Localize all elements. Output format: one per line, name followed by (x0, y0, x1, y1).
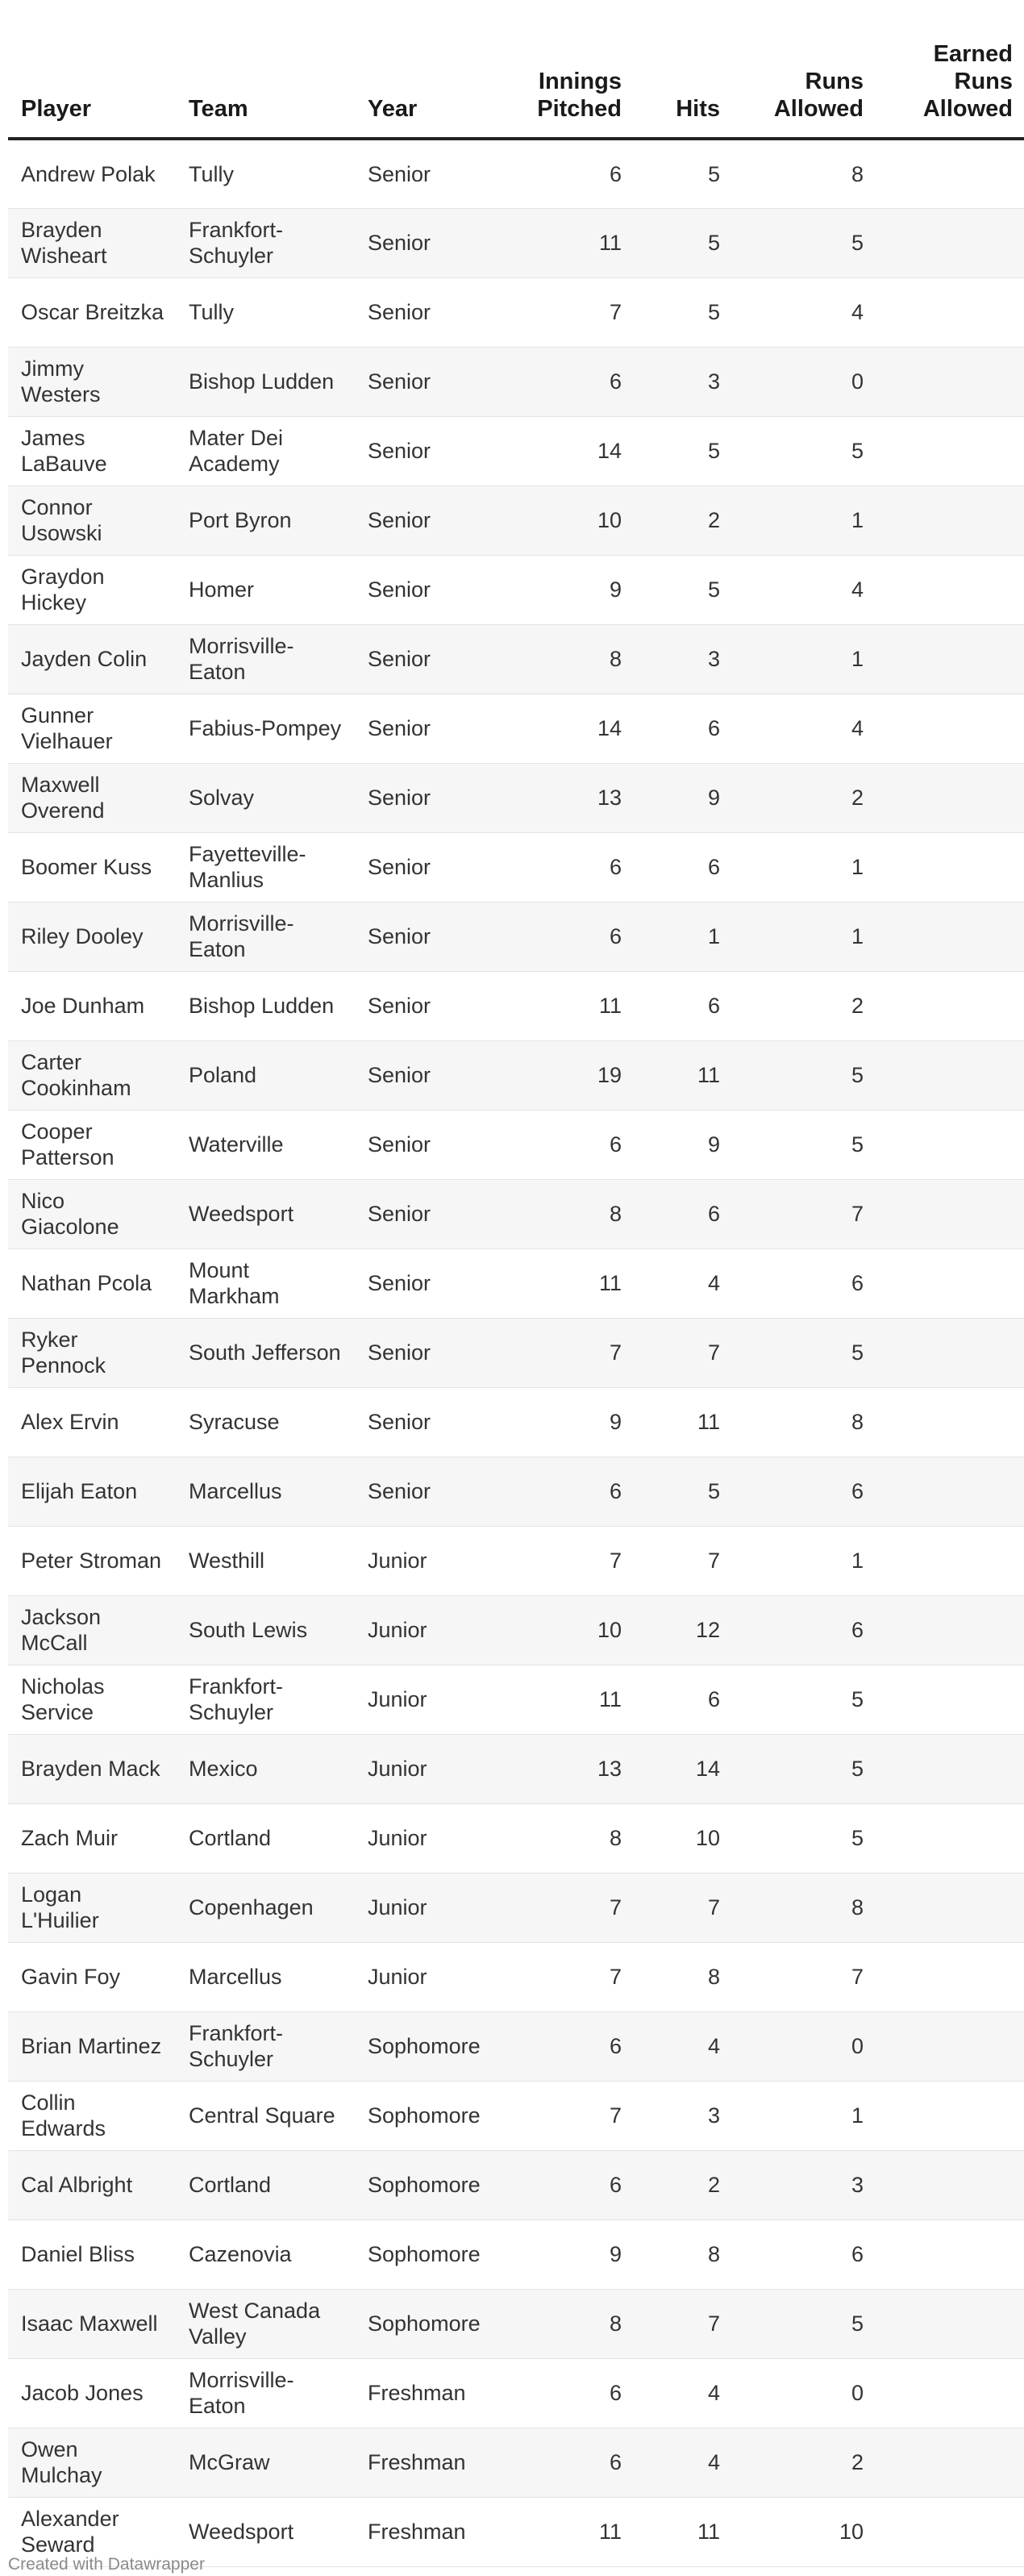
innings-pitched-cell: 13 (484, 1734, 633, 1803)
player-cell: Cooper Patterson (8, 1110, 176, 1179)
hits-cell: 7 (633, 1873, 731, 1942)
hits-cell: 9 (633, 1110, 731, 1179)
table-row (8, 555, 1024, 624)
hits-cell: 1 (633, 902, 731, 971)
hits-cell: 3 (633, 347, 731, 416)
runs-allowed-cell: 2 (731, 763, 875, 832)
hits-cell: 6 (633, 1179, 731, 1248)
table-row (8, 2428, 1024, 2497)
player-cell: Graydon Hickey (8, 555, 176, 624)
table-row (8, 1110, 1024, 1179)
team-cell: Tully (176, 277, 355, 347)
runs-allowed-cell: 5 (731, 208, 875, 277)
innings-pitched-cell: 6 (484, 2150, 633, 2220)
table-row (8, 139, 1024, 208)
player-cell: Nicholas Service (8, 1665, 176, 1734)
earned-runs-allowed-cell (875, 277, 1024, 347)
innings-pitched-cell: 7 (484, 2081, 633, 2150)
player-cell: Riley Dooley (8, 902, 176, 971)
team-cell: Morrisville-Eaton (176, 2358, 355, 2428)
earned-runs-allowed-cell (875, 555, 1024, 624)
runs-allowed-cell: 4 (731, 555, 875, 624)
hits-cell: 11 (633, 1040, 731, 1110)
team-cell: Port Byron (176, 486, 355, 555)
team-cell: Fayetteville-Manlius (176, 832, 355, 902)
runs-allowed-cell: 5 (731, 1040, 875, 1110)
year-cell: Junior (355, 1803, 484, 1873)
table-row (8, 1665, 1024, 1734)
earned-runs-allowed-cell (875, 832, 1024, 902)
innings-pitched-cell: 6 (484, 2011, 633, 2081)
hits-cell: 8 (633, 2220, 731, 2289)
table-row (8, 2081, 1024, 2150)
innings-pitched-cell: 9 (484, 2220, 633, 2289)
table-row (8, 1734, 1024, 1803)
innings-pitched-cell: 11 (484, 2497, 633, 2566)
year-cell: Senior (355, 277, 484, 347)
team-cell: Poland (176, 1040, 355, 1110)
earned-runs-allowed-cell (875, 1248, 1024, 1318)
year-cell: Freshman (355, 2358, 484, 2428)
earned-runs-allowed-cell (875, 486, 1024, 555)
innings-pitched-cell: 7 (484, 1942, 633, 2011)
year-cell: Senior (355, 694, 484, 763)
earned-runs-allowed-cell (875, 971, 1024, 1040)
earned-runs-allowed-cell (875, 2220, 1024, 2289)
team-cell: South Lewis (176, 1595, 355, 1665)
team-cell: Waterville (176, 1110, 355, 1179)
innings-pitched-cell: 6 (484, 347, 633, 416)
year-cell: Senior (355, 1457, 484, 1526)
hits-cell: 5 (633, 1457, 731, 1526)
runs-allowed-cell: 6 (731, 2220, 875, 2289)
header-row (8, 0, 1024, 139)
player-cell: Connor Usowski (8, 486, 176, 555)
runs-allowed-cell: 5 (731, 1318, 875, 1387)
earned-runs-allowed-cell (875, 1040, 1024, 1110)
player-cell: Brian Martinez (8, 2011, 176, 2081)
runs-allowed-cell: 2 (731, 971, 875, 1040)
runs-allowed-cell: 7 (731, 1942, 875, 2011)
team-cell: Homer (176, 555, 355, 624)
table-row (8, 1318, 1024, 1387)
earned-runs-allowed-cell (875, 1665, 1024, 1734)
pitching-stats-table (8, 0, 1024, 2567)
runs-allowed-cell: 6 (731, 1248, 875, 1318)
earned-runs-allowed-cell (875, 208, 1024, 277)
year-cell: Junior (355, 1526, 484, 1595)
hits-cell: 14 (633, 1734, 731, 1803)
earned-runs-allowed-cell (875, 1110, 1024, 1179)
column-header-year[interactable]: Year (355, 0, 484, 139)
team-cell: South Jefferson (176, 1318, 355, 1387)
team-cell: Cazenovia (176, 2220, 355, 2289)
year-cell: Senior (355, 208, 484, 277)
earned-runs-allowed-cell (875, 624, 1024, 694)
year-cell: Senior (355, 555, 484, 624)
hits-cell: 4 (633, 2011, 731, 2081)
hits-cell: 6 (633, 971, 731, 1040)
team-cell: Solvay (176, 763, 355, 832)
player-cell: Boomer Kuss (8, 832, 176, 902)
team-cell: Cortland (176, 2150, 355, 2220)
runs-allowed-cell: 7 (731, 1179, 875, 1248)
team-cell: West Canada Valley (176, 2289, 355, 2358)
year-cell: Senior (355, 416, 484, 486)
player-cell: Peter Stroman (8, 1526, 176, 1595)
table-row (8, 2358, 1024, 2428)
innings-pitched-cell: 9 (484, 1387, 633, 1457)
table-row (8, 347, 1024, 416)
runs-allowed-cell: 4 (731, 694, 875, 763)
player-cell: Andrew Polak (8, 139, 176, 208)
runs-allowed-cell: 0 (731, 2011, 875, 2081)
column-header-team[interactable]: Team (176, 0, 355, 139)
player-cell: Jayden Colin (8, 624, 176, 694)
hits-cell: 2 (633, 486, 731, 555)
earned-runs-allowed-cell (875, 1803, 1024, 1873)
footer-credit: Created with Datawrapper (8, 2555, 205, 2574)
table-row (8, 832, 1024, 902)
table-row (8, 694, 1024, 763)
player-cell: Cal Albright (8, 2150, 176, 2220)
table-row (8, 1873, 1024, 1942)
table-row (8, 277, 1024, 347)
innings-pitched-cell: 13 (484, 763, 633, 832)
team-cell: Westhill (176, 1526, 355, 1595)
innings-pitched-cell: 14 (484, 416, 633, 486)
year-cell: Senior (355, 1387, 484, 1457)
innings-pitched-cell: 7 (484, 1318, 633, 1387)
player-cell: Gavin Foy (8, 1942, 176, 2011)
innings-pitched-cell: 6 (484, 902, 633, 971)
earned-runs-allowed-cell (875, 1179, 1024, 1248)
runs-allowed-cell: 5 (731, 416, 875, 486)
team-cell: McGraw (176, 2428, 355, 2497)
runs-allowed-cell: 3 (731, 2150, 875, 2220)
team-cell: Weedsport (176, 2497, 355, 2566)
table-row (8, 902, 1024, 971)
team-cell: Marcellus (176, 1942, 355, 2011)
runs-allowed-cell: 5 (731, 1734, 875, 1803)
runs-allowed-cell: 1 (731, 624, 875, 694)
team-cell: Marcellus (176, 1457, 355, 1526)
innings-pitched-cell: 8 (484, 1179, 633, 1248)
earned-runs-allowed-cell (875, 139, 1024, 208)
player-cell: Brayden Mack (8, 1734, 176, 1803)
innings-pitched-cell: 9 (484, 555, 633, 624)
runs-allowed-cell: 5 (731, 1110, 875, 1179)
team-cell: Fabius-Pompey (176, 694, 355, 763)
innings-pitched-cell: 7 (484, 1873, 633, 1942)
year-cell: Senior (355, 1179, 484, 1248)
hits-cell: 9 (633, 763, 731, 832)
player-cell: Zach Muir (8, 1803, 176, 1873)
table-row (8, 1526, 1024, 1595)
hits-cell: 2 (633, 2150, 731, 2220)
innings-pitched-cell: 19 (484, 1040, 633, 1110)
team-cell: Mount Markham (176, 1248, 355, 1318)
player-cell: Jacob Jones (8, 2358, 176, 2428)
player-cell: Ryker Pennock (8, 1318, 176, 1387)
runs-allowed-cell: 0 (731, 347, 875, 416)
runs-allowed-cell: 1 (731, 2081, 875, 2150)
innings-pitched-cell: 11 (484, 1665, 633, 1734)
year-cell: Junior (355, 1665, 484, 1734)
table-row (8, 1942, 1024, 2011)
hits-cell: 5 (633, 277, 731, 347)
player-cell: James LaBauve (8, 416, 176, 486)
hits-cell: 10 (633, 1803, 731, 1873)
team-cell: Tully (176, 139, 355, 208)
team-cell: Cortland (176, 1803, 355, 1873)
earned-runs-allowed-cell (875, 2428, 1024, 2497)
table-row (8, 763, 1024, 832)
player-cell: Alex Ervin (8, 1387, 176, 1457)
innings-pitched-cell: 10 (484, 486, 633, 555)
innings-pitched-cell: 11 (484, 1248, 633, 1318)
runs-allowed-cell: 5 (731, 1665, 875, 1734)
runs-allowed-cell: 1 (731, 1526, 875, 1595)
player-cell: Gunner Vielhauer (8, 694, 176, 763)
column-header-hits[interactable]: Hits (633, 0, 731, 139)
runs-allowed-cell: 10 (731, 2497, 875, 2566)
table-row (8, 1248, 1024, 1318)
innings-pitched-cell: 6 (484, 2358, 633, 2428)
earned-runs-allowed-cell (875, 1942, 1024, 2011)
year-cell: Senior (355, 1040, 484, 1110)
innings-pitched-cell: 6 (484, 2428, 633, 2497)
hits-cell: 3 (633, 2081, 731, 2150)
runs-allowed-cell: 4 (731, 277, 875, 347)
table-body (8, 139, 1024, 2566)
year-cell: Sophomore (355, 2220, 484, 2289)
column-header-earned-runs-allowed[interactable]: Earned Runs Allowed (875, 0, 1024, 139)
hits-cell: 4 (633, 2358, 731, 2428)
runs-allowed-cell: 8 (731, 1873, 875, 1942)
player-cell: Nico Giacolone (8, 1179, 176, 1248)
year-cell: Senior (355, 971, 484, 1040)
runs-allowed-cell: 6 (731, 1457, 875, 1526)
team-cell: Frankfort-Schuyler (176, 2011, 355, 2081)
earned-runs-allowed-cell (875, 1457, 1024, 1526)
runs-allowed-cell: 1 (731, 902, 875, 971)
year-cell: Senior (355, 486, 484, 555)
table-row (8, 1595, 1024, 1665)
year-cell: Senior (355, 139, 484, 208)
table-row (8, 1040, 1024, 1110)
hits-cell: 8 (633, 1942, 731, 2011)
year-cell: Sophomore (355, 2150, 484, 2220)
earned-runs-allowed-cell (875, 2358, 1024, 2428)
innings-pitched-cell: 6 (484, 1457, 633, 1526)
runs-allowed-cell: 1 (731, 486, 875, 555)
earned-runs-allowed-cell (875, 1387, 1024, 1457)
earned-runs-allowed-cell (875, 1318, 1024, 1387)
runs-allowed-cell: 5 (731, 2289, 875, 2358)
table-row (8, 1387, 1024, 1457)
earned-runs-allowed-cell (875, 2081, 1024, 2150)
innings-pitched-cell: 7 (484, 277, 633, 347)
innings-pitched-cell: 6 (484, 1110, 633, 1179)
year-cell: Senior (355, 763, 484, 832)
runs-allowed-cell: 6 (731, 1595, 875, 1665)
team-cell: Mexico (176, 1734, 355, 1803)
table-container (8, 0, 1013, 2576)
hits-cell: 4 (633, 2428, 731, 2497)
team-cell: Syracuse (176, 1387, 355, 1457)
innings-pitched-cell: 8 (484, 1803, 633, 1873)
player-cell: Logan L'Huilier (8, 1873, 176, 1942)
earned-runs-allowed-cell (875, 2011, 1024, 2081)
hits-cell: 11 (633, 1387, 731, 1457)
runs-allowed-cell: 8 (731, 1387, 875, 1457)
innings-pitched-cell: 6 (484, 832, 633, 902)
earned-runs-allowed-cell (875, 1873, 1024, 1942)
player-cell: Jimmy Westers (8, 347, 176, 416)
table-row (8, 208, 1024, 277)
earned-runs-allowed-cell (875, 1526, 1024, 1595)
table-row (8, 2011, 1024, 2081)
table-row (8, 486, 1024, 555)
player-cell: Carter Cookinham (8, 1040, 176, 1110)
earned-runs-allowed-cell (875, 416, 1024, 486)
runs-allowed-cell: 8 (731, 139, 875, 208)
year-cell: Freshman (355, 2497, 484, 2566)
innings-pitched-cell: 6 (484, 139, 633, 208)
hits-cell: 11 (633, 2497, 731, 2566)
table-row (8, 624, 1024, 694)
innings-pitched-cell: 7 (484, 1526, 633, 1595)
innings-pitched-cell: 10 (484, 1595, 633, 1665)
player-cell: Alexander Seward (8, 2497, 176, 2566)
player-cell: Maxwell Overend (8, 763, 176, 832)
column-header-player[interactable]: Player (8, 0, 176, 139)
team-cell: Frankfort-Schuyler (176, 1665, 355, 1734)
team-cell: Central Square (176, 2081, 355, 2150)
runs-allowed-cell: 1 (731, 832, 875, 902)
team-cell: Weedsport (176, 1179, 355, 1248)
player-cell: Elijah Eaton (8, 1457, 176, 1526)
runs-allowed-cell: 5 (731, 1803, 875, 1873)
year-cell: Sophomore (355, 2011, 484, 2081)
innings-pitched-cell: 8 (484, 2289, 633, 2358)
team-cell: Bishop Ludden (176, 347, 355, 416)
innings-pitched-cell: 8 (484, 624, 633, 694)
team-cell: Bishop Ludden (176, 971, 355, 1040)
player-cell: Nathan Pcola (8, 1248, 176, 1318)
earned-runs-allowed-cell (875, 763, 1024, 832)
earned-runs-allowed-cell (875, 1734, 1024, 1803)
year-cell: Senior (355, 347, 484, 416)
table-row (8, 416, 1024, 486)
hits-cell: 5 (633, 139, 731, 208)
innings-pitched-cell: 11 (484, 208, 633, 277)
year-cell: Sophomore (355, 2289, 484, 2358)
year-cell: Junior (355, 1734, 484, 1803)
hits-cell: 6 (633, 694, 731, 763)
hits-cell: 5 (633, 416, 731, 486)
year-cell: Junior (355, 1873, 484, 1942)
player-cell: Daniel Bliss (8, 2220, 176, 2289)
table-row (8, 1457, 1024, 1526)
column-header-innings-pitched[interactable]: Innings Pitched (484, 0, 633, 139)
earned-runs-allowed-cell (875, 694, 1024, 763)
year-cell: Senior (355, 1110, 484, 1179)
player-cell: Oscar Breitzka (8, 277, 176, 347)
table-row (8, 2150, 1024, 2220)
player-cell: Isaac Maxwell (8, 2289, 176, 2358)
year-cell: Junior (355, 1595, 484, 1665)
table-row (8, 2220, 1024, 2289)
innings-pitched-cell: 14 (484, 694, 633, 763)
hits-cell: 5 (633, 555, 731, 624)
player-cell: Brayden Wisheart (8, 208, 176, 277)
year-cell: Senior (355, 1318, 484, 1387)
hits-cell: 7 (633, 1526, 731, 1595)
runs-allowed-cell: 0 (731, 2358, 875, 2428)
innings-pitched-cell: 11 (484, 971, 633, 1040)
team-cell: Morrisville-Eaton (176, 902, 355, 971)
player-cell: Jackson McCall (8, 1595, 176, 1665)
team-cell: Frankfort-Schuyler (176, 208, 355, 277)
player-cell: Owen Mulchay (8, 2428, 176, 2497)
team-cell: Mater Dei Academy (176, 416, 355, 486)
year-cell: Senior (355, 902, 484, 971)
hits-cell: 7 (633, 2289, 731, 2358)
team-cell: Morrisville-Eaton (176, 624, 355, 694)
team-cell: Copenhagen (176, 1873, 355, 1942)
table-row (8, 971, 1024, 1040)
year-cell: Freshman (355, 2428, 484, 2497)
hits-cell: 12 (633, 1595, 731, 1665)
hits-cell: 6 (633, 832, 731, 902)
year-cell: Senior (355, 832, 484, 902)
runs-allowed-cell: 2 (731, 2428, 875, 2497)
hits-cell: 7 (633, 1318, 731, 1387)
earned-runs-allowed-cell (875, 347, 1024, 416)
earned-runs-allowed-cell (875, 2289, 1024, 2358)
earned-runs-allowed-cell (875, 902, 1024, 971)
earned-runs-allowed-cell (875, 2150, 1024, 2220)
player-cell: Joe Dunham (8, 971, 176, 1040)
earned-runs-allowed-cell (875, 1595, 1024, 1665)
player-cell: Collin Edwards (8, 2081, 176, 2150)
hits-cell: 3 (633, 624, 731, 694)
year-cell: Senior (355, 1248, 484, 1318)
hits-cell: 4 (633, 1248, 731, 1318)
table-row (8, 1179, 1024, 1248)
column-header-runs-allowed[interactable]: Runs Allowed (731, 0, 875, 139)
year-cell: Junior (355, 1942, 484, 2011)
year-cell: Sophomore (355, 2081, 484, 2150)
hits-cell: 5 (633, 208, 731, 277)
table-row (8, 1803, 1024, 1873)
table-row (8, 2289, 1024, 2358)
year-cell: Senior (355, 624, 484, 694)
hits-cell: 6 (633, 1665, 731, 1734)
earned-runs-allowed-cell (875, 2497, 1024, 2566)
